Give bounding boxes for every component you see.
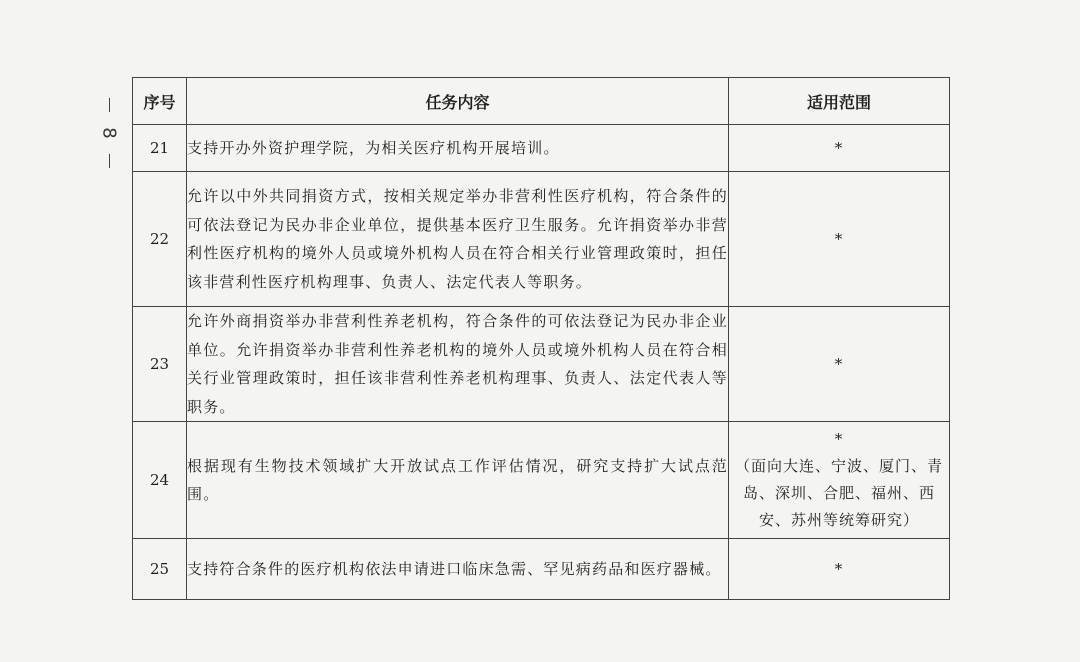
row-index: 23 — [133, 307, 187, 422]
table-row — [133, 307, 950, 422]
page-number-value: 8 — [98, 127, 120, 139]
row-content: 允许以中外共同捐资方式，按相关规定举办非营利性医疗机构，符合条件的可依法登记为民办非企业单位，提供基本医疗卫生服务。允许捐资举办非营利性医疗机构的境外人员或境外机构人员在符合相关行业管理政策时，担任该非营利性医疗机构理事、负责人、法定代表人等职务。 — [187, 172, 729, 307]
row-index: 25 — [133, 539, 187, 600]
task-table — [132, 77, 950, 600]
row-index: 24 — [133, 422, 187, 539]
page-number-dash-bottom — [109, 154, 110, 168]
row-index: 22 — [133, 172, 187, 307]
row-content: 支持开办外资护理学院，为相关医疗机构开展培训。 — [187, 125, 729, 172]
row-index: 21 — [133, 125, 187, 172]
table-header-row — [133, 78, 950, 125]
header-content: 任务内容 — [187, 78, 729, 125]
row-content: 根据现有生物技术领域扩大开放试点工作评估情况，研究支持扩大试点范围。 — [187, 422, 729, 539]
row-scope: * — [834, 430, 844, 448]
header-index: 序号 — [133, 78, 187, 125]
table-row — [133, 539, 950, 600]
row-content: 允许外商捐资举办非营利性养老机构，符合条件的可依法登记为民办非企业单位。允许捐资举办非营利性养老机构的境外人员或境外机构人员在符合相关行业管理政策时，担任该非营利性养老机构理事、负责人、法定代表人等职务。 — [187, 307, 729, 422]
row-scope: * — [729, 539, 950, 600]
row-scope-note: （面向大连、宁波、厦门、青岛、深圳、合肥、福州、西安、苏州等统筹研究） — [734, 457, 943, 529]
row-content: 支持符合条件的医疗机构依法申请进口临床急需、罕见病药品和医疗器械。 — [187, 539, 729, 600]
table-row — [133, 125, 950, 172]
row-scope-cell — [729, 422, 950, 539]
table-row — [133, 422, 950, 539]
header-scope: 适用范围 — [729, 78, 950, 125]
row-scope: * — [729, 125, 950, 172]
page-number-dash-top — [109, 98, 110, 112]
page-number — [97, 98, 121, 168]
table-row — [133, 172, 950, 307]
row-scope: * — [729, 172, 950, 307]
row-scope: * — [729, 307, 950, 422]
